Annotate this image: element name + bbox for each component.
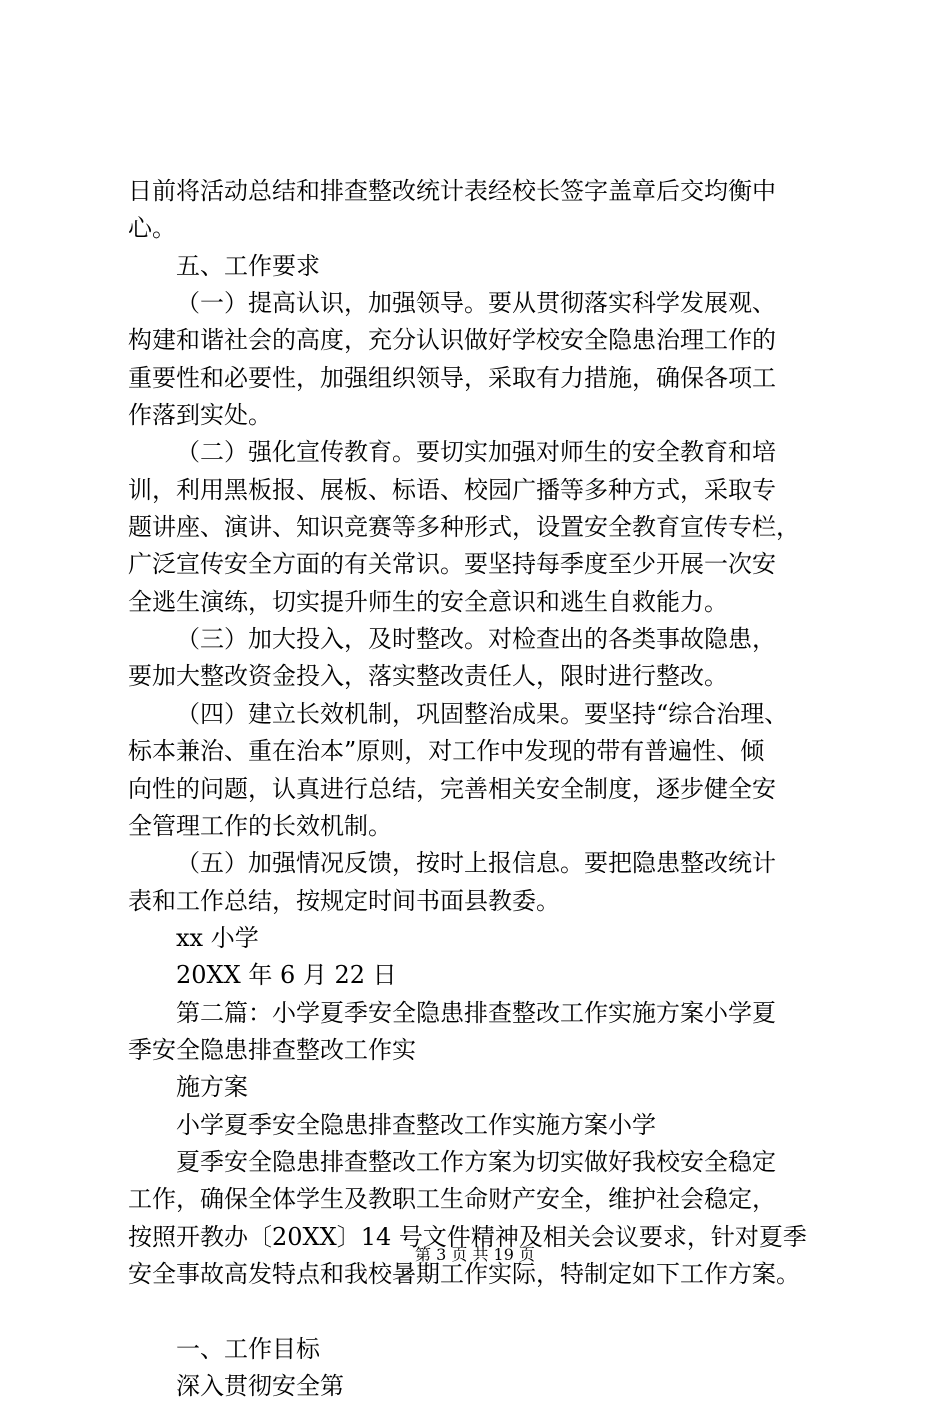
- text-line: 小学夏季安全隐患排查整改工作实施方案小学: [176, 1110, 656, 1139]
- text-line: 构建和谐社会的高度，充分认识做好学校安全隐患治理工作的: [128, 326, 776, 355]
- text-line: 作落到实处。: [128, 401, 272, 430]
- text-line: 第二篇：小学夏季安全隐患排查整改工作实施方案小学夏: [176, 998, 776, 1027]
- text-line: 向性的问题，认真进行总结，完善相关安全制度，逐步健全安: [128, 774, 776, 803]
- text-line: 日前将活动总结和排查整改统计表经校长签字盖章后交均衡中: [128, 177, 776, 205]
- blank-line: [128, 1293, 833, 1330]
- text-line: 工作，确保全体学生及教职工生命财产安全，维护社会稳定，: [128, 1185, 776, 1214]
- text-line: 广泛宣传安全方面的有关常识。要坚持每季度至少开展一次安: [128, 550, 776, 579]
- page-footer: 第 3 页 共 19 页: [415, 1245, 535, 1264]
- text-line: （二）强化宣传教育。要切实加强对师生的安全教育和培: [176, 438, 776, 467]
- text-line: 表和工作总结，按规定时间书面县教委。: [128, 886, 560, 915]
- text-line: 夏季安全隐患排查整改工作方案为切实做好我校安全稳定: [176, 1147, 776, 1176]
- text-line: 深入贯彻安全第: [176, 1372, 344, 1400]
- text-line: 心。: [128, 214, 176, 243]
- text-line: 标本兼治、重在治本”原则，对工作中发现的带有普遍性、倾: [128, 737, 765, 766]
- text-line: 训，利用黑板报、展板、标语、校园广播等多种方式，采取专: [128, 475, 776, 504]
- text-line: （一）提高认识，加强领导。要从贯彻落实科学发展观、: [176, 289, 776, 318]
- text-line: 五、工作要求: [176, 251, 320, 280]
- text-line: 20XX 年 6 月 22 日: [176, 961, 397, 990]
- text-line: xx 小学: [176, 923, 259, 952]
- text-line: 全逃生演练，切实提升师生的安全意识和逃生自救能力。: [128, 587, 728, 616]
- text-line: 施方案: [176, 1073, 248, 1102]
- document-body: [128, 173, 833, 1405]
- text-line: 安全事故高发特点和我校暑期工作实际，特制定如下工作方案。: [128, 1259, 800, 1288]
- text-line: 全管理工作的长效机制。: [128, 811, 392, 840]
- text-line: 季安全隐患排查整改工作实: [128, 1035, 416, 1064]
- text-line: （三）加大投入，及时整改。对检查出的各类事故隐患，: [176, 625, 776, 654]
- text-line: 一、工作目标: [176, 1334, 320, 1363]
- text-line: 重要性和必要性，加强组织领导，采取有力措施，确保各项工: [128, 363, 776, 392]
- text-line: 按照开教办〔20XX〕14 号文件精神及相关会议要求，针对夏季: [128, 1222, 807, 1251]
- text-line: 要加大整改资金投入，落实整改责任人，限时进行整改。: [128, 662, 728, 691]
- text-line: （四）建立长效机制，巩固整治成果。要坚持“综合治理、: [176, 699, 789, 728]
- text-line: 题讲座、演讲、知识竞赛等多种形式，设置安全教育宣传专栏，: [128, 513, 800, 542]
- text-line: （五）加强情况反馈，按时上报信息。要把隐患整改统计: [176, 849, 776, 878]
